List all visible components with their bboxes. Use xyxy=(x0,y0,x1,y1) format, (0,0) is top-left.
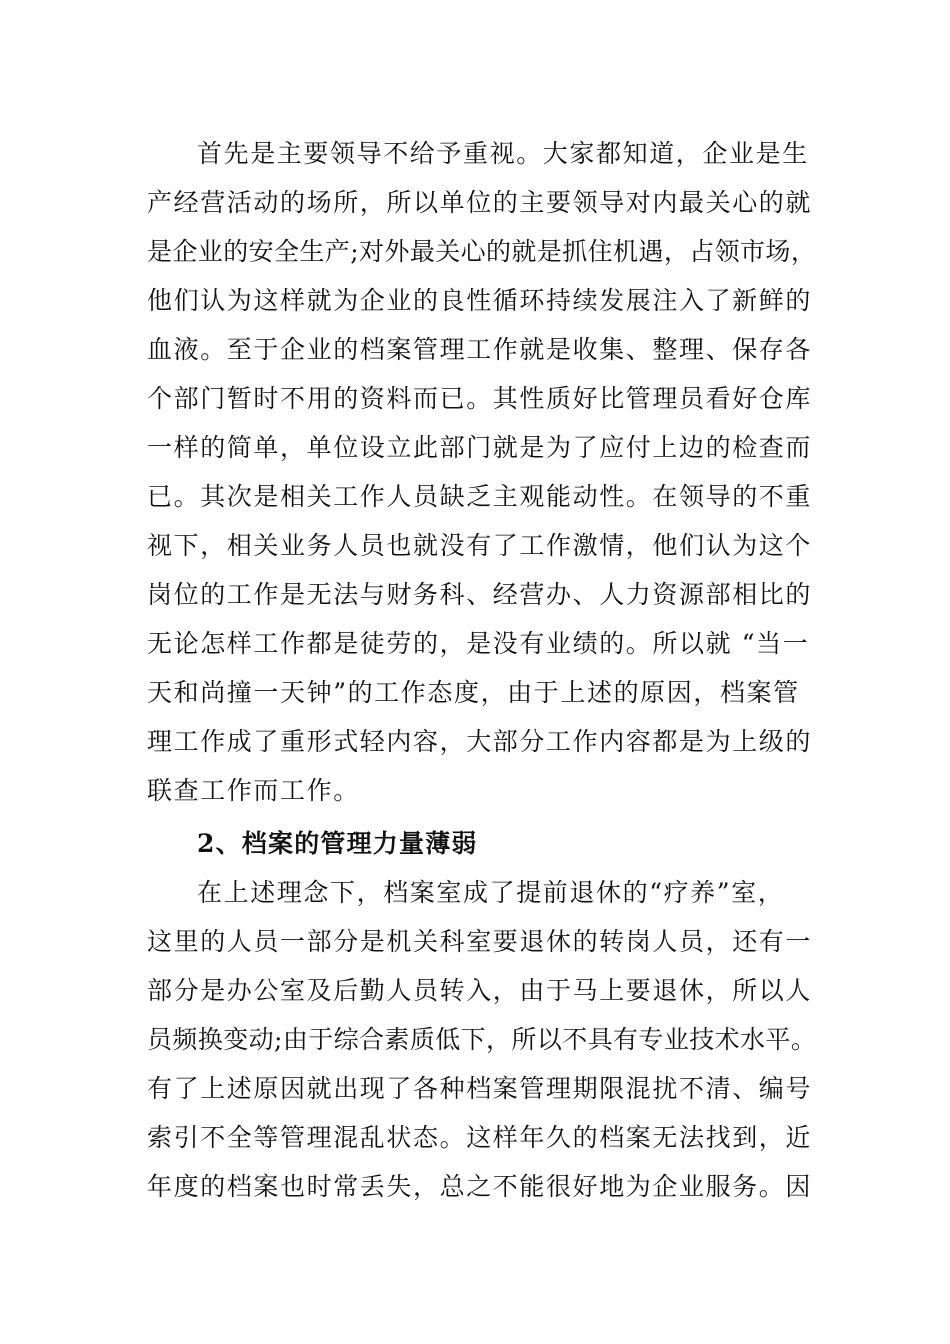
paragraph-line: 理工作成了重形式轻内容，大部分工作内容都是为上级的 xyxy=(147,727,813,756)
paragraph-line: 是企业的安全生产;对外最关心的就是抓住机遇，占领市场， xyxy=(147,237,817,266)
paragraph-line: 岗位的工作是无法与财务科、经营办、人力资源部相比的 xyxy=(147,580,813,609)
paragraph-line: 年度的档案也时常丢失，总之不能很好地为企业服务。因 xyxy=(147,1172,813,1201)
paragraph-line: 员频换变动;由于综合素质低下，所以不具有专业技术水平。 xyxy=(147,1025,817,1054)
paragraph-line: 索引不全等管理混乱状态。这样年久的档案无法找到，近 xyxy=(147,1123,813,1152)
paragraph-line: 首先是主要领导不给予重视。大家都知道，企业是生 xyxy=(197,139,809,168)
paragraph-line: 在上述理念下，档案室成了提前退休的“疗养”室， xyxy=(197,878,785,907)
paragraph-line: 已。其次是相关工作人员缺乏主观能动性。在领导的不重 xyxy=(147,482,813,511)
paragraph-line: 视下，相关业务人员也就没有了工作激情，他们认为这个 xyxy=(147,531,813,560)
section-heading: 2、档案的管理力量薄弱 xyxy=(197,829,478,858)
paragraph-line: 有了上述原因就出现了各种档案管理期限混扰不清、编号 xyxy=(147,1074,813,1103)
paragraph-line: 个部门暂时不用的资料而已。其性质好比管理员看好仓库 xyxy=(147,384,813,413)
paragraph-line: 他们认为这样就为企业的良性循环持续发展注入了新鲜的 xyxy=(147,286,813,315)
paragraph-line: 血液。至于企业的档案管理工作就是收集、整理、保存各 xyxy=(147,335,813,364)
paragraph-line: 一样的简单，单位设立此部门就是为了应付上边的检查而 xyxy=(147,433,813,462)
paragraph-line: 无论怎样工作都是徒劳的，是没有业绩的。所以就 “当一 xyxy=(147,629,810,658)
paragraph-line: 天和尚撞一天钟”的工作态度，由于上述的原因，档案管 xyxy=(147,678,800,707)
paragraph-line: 产经营活动的场所，所以单位的主要领导对内最关心的就 xyxy=(147,188,813,217)
paragraph-line: 部分是办公室及后勤人员转入，由于马上要退休，所以人 xyxy=(147,976,813,1005)
paragraph-line: 联查工作而工作。 xyxy=(147,776,360,805)
paragraph-line: 这里的人员一部分是机关科室要退休的转岗人员，还有一 xyxy=(147,927,813,956)
